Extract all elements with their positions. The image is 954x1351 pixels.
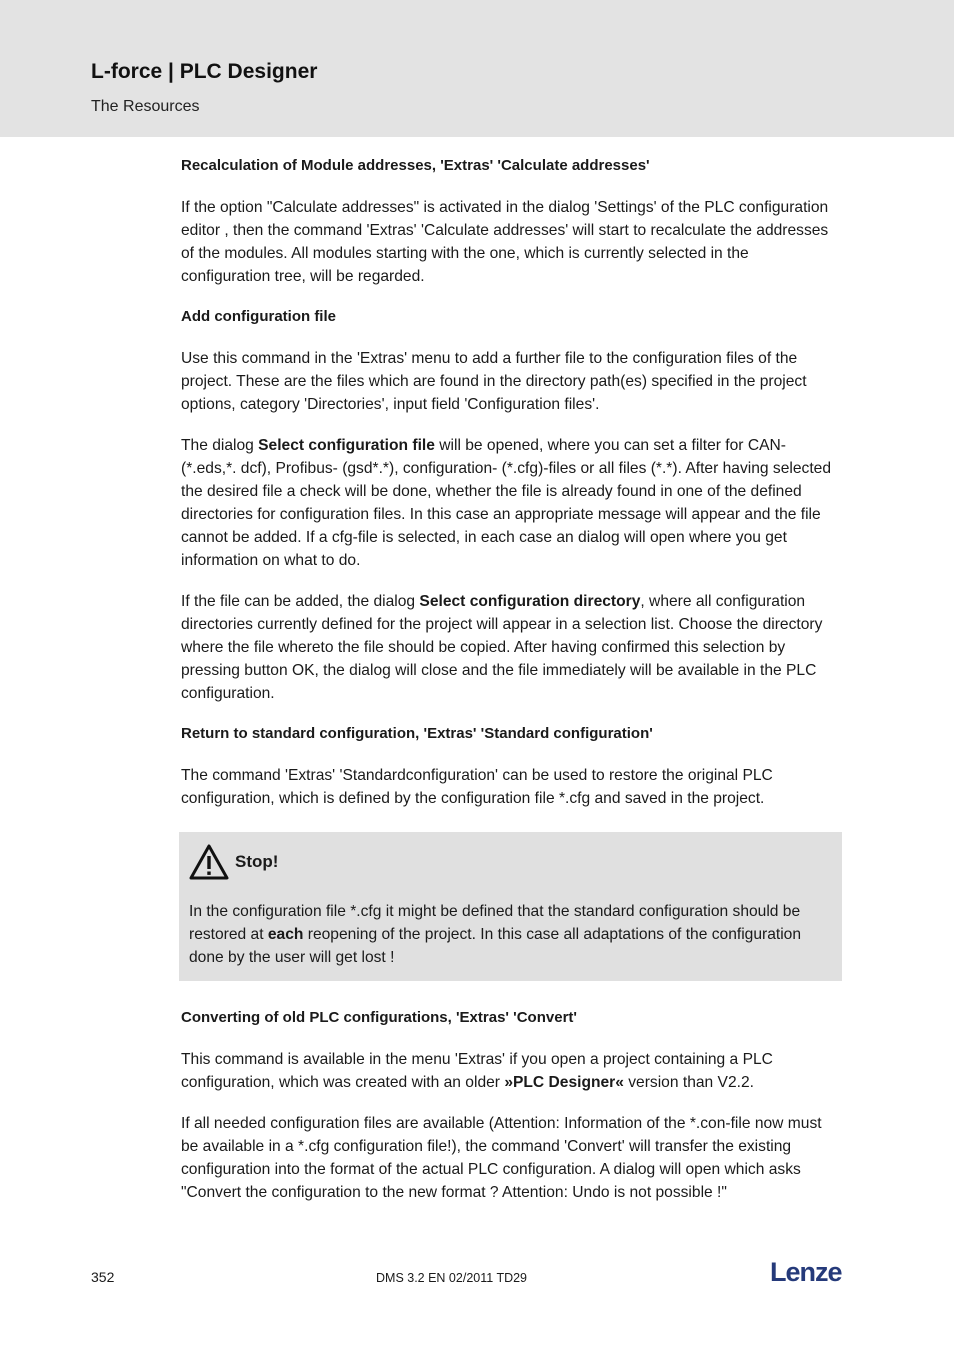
text-run: This command is available in the menu 'Extras' if you open a project containing a PLC configuration, which was created with an older bbox=[181, 1051, 773, 1091]
text-run: will be opened, where you can set a filter for CAN- (*.eds,*. dcf), Profibus- (gsd*.*), configuration- (*.cfg)-files or all files (*.*). After having selected the desired file a check will be done, whether the file is already found in one of the defined directories for configuration files. In this case an appropriate message will appear and the file cannot be added. If a cfg-file is selected, in each case an dialog will open where you get information on what to do. bbox=[181, 437, 831, 569]
warning-icon bbox=[189, 844, 229, 880]
paragraph bbox=[181, 1048, 841, 1094]
dialog-name: Select configuration file bbox=[258, 437, 435, 454]
stop-label: Stop! bbox=[235, 852, 279, 871]
text-run: In the configuration file *.cfg it might be defined that the standard configuration should be restored at bbox=[189, 903, 801, 943]
dialog-name: Select configuration directory bbox=[419, 593, 641, 610]
section-heading: Add configuration file bbox=[181, 308, 336, 325]
page-number: 352 bbox=[91, 1269, 115, 1285]
paragraph: Use this command in the 'Extras' menu to add a further file to the configuration files of the project. These are the files which are found in the directory path(es) specified in the project options, category 'Directories', input field 'Configuration files'. bbox=[181, 350, 807, 413]
paragraph bbox=[181, 434, 841, 572]
text-run: version than V2.2. bbox=[623, 1074, 754, 1091]
section-heading: Return to standard configuration, 'Extras' 'Standard configuration' bbox=[181, 725, 653, 742]
paragraph: The command 'Extras' 'Standardconfiguration' can be used to restore the original PLC configuration, which is defined by the configuration file *.cfg and saved in the project. bbox=[181, 767, 773, 807]
lenze-logo: Lenze bbox=[770, 1257, 842, 1287]
main-content bbox=[181, 155, 841, 1222]
paragraph: If all needed configuration files are available (Attention: Information of the *.con-file now must be available in a *.cfg configuration file!), the command 'Convert' will transfer the existing configuration into the format of the actual PLC configuration. A dialog will open which asks "Convert the configuration to the new format ? Attention: Undo is not possible !" bbox=[181, 1115, 822, 1201]
header-title: L-force | PLC Designer bbox=[91, 60, 318, 83]
paragraph: If the option "Calculate addresses" is activated in the dialog 'Settings' of the PLC configuration editor , then the command 'Extras' 'Calculate addresses' will start to recalculate the addresses of the modules. All modules starting with the one, which is currently selected in the configuration tree, will be regarded. bbox=[181, 199, 829, 285]
section-heading: Converting of old PLC configurations, 'Extras' 'Convert' bbox=[181, 1009, 577, 1026]
stop-header bbox=[189, 844, 832, 880]
emphasis: each bbox=[267, 926, 304, 943]
header-subtitle: The Resources bbox=[91, 98, 200, 115]
page-header bbox=[0, 0, 954, 137]
document-id: DMS 3.2 EN 02/2011 TD29 bbox=[376, 1271, 528, 1285]
paragraph bbox=[181, 590, 841, 705]
stop-notice bbox=[179, 832, 842, 981]
section-heading: Recalculation of Module addresses, 'Extras' 'Calculate addresses' bbox=[181, 157, 650, 174]
text-run: reopening of the project. In this case all adaptations of the configuration done by the user will get lost ! bbox=[189, 926, 802, 966]
text-run: If the file can be added, the dialog bbox=[181, 593, 420, 610]
product-name: »PLC Designer« bbox=[504, 1074, 624, 1091]
text-run: The dialog bbox=[181, 437, 259, 454]
stop-text bbox=[189, 900, 832, 969]
text-run: , where all configuration directories currently defined for the project will appear in a selection list. Choose the directory where the file whereto the file should be copied. After having confirmed this selection by pressing button OK, the dialog will close and the file immediately will be available in the PLC configuration. bbox=[181, 593, 823, 702]
